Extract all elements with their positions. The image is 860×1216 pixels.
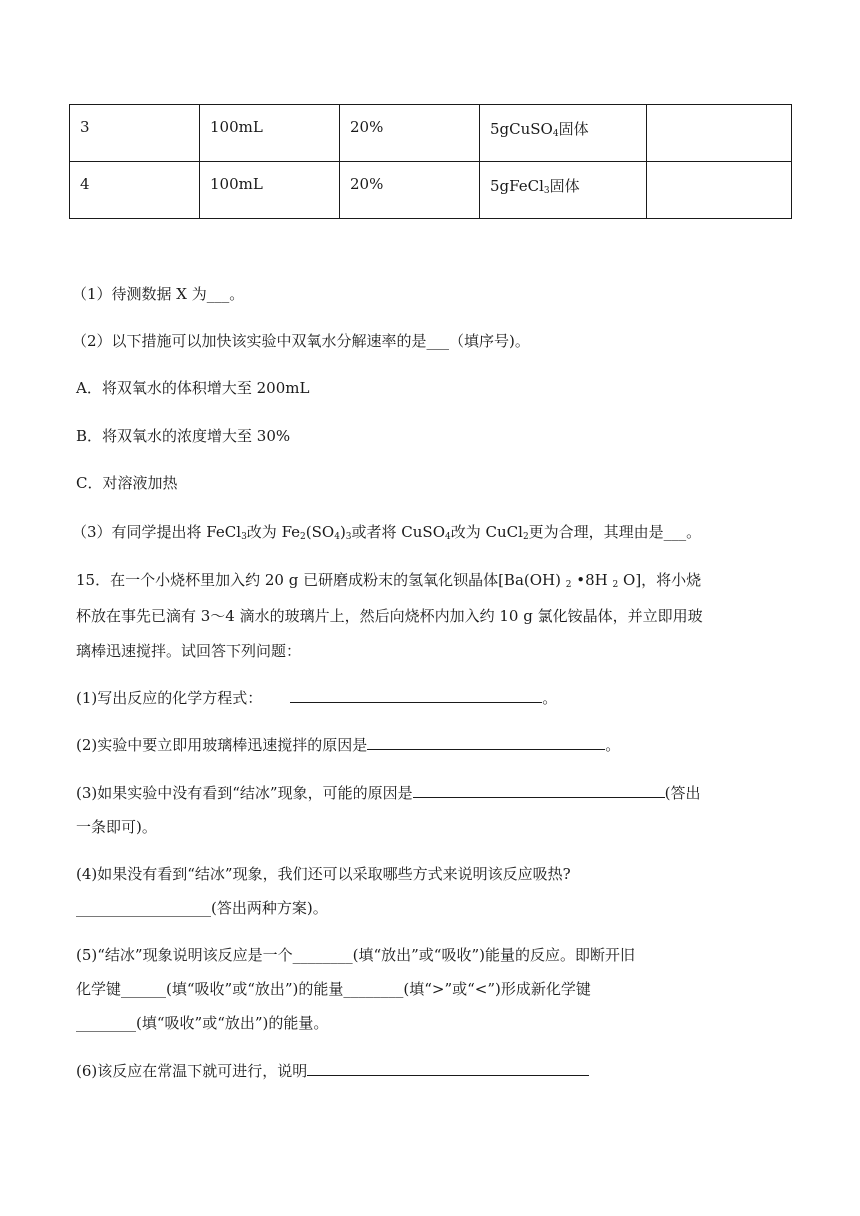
answer-blank[interactable] xyxy=(307,1061,589,1076)
subscript: 4 xyxy=(552,129,559,139)
catalyst-formula: 5gFeCl xyxy=(490,177,544,195)
text: 。 xyxy=(605,736,621,754)
q15-sub6 xyxy=(76,1061,589,1081)
text: (答出 xyxy=(664,784,701,802)
catalyst-formula: 5gCuSO xyxy=(490,120,553,138)
table-row xyxy=(70,162,792,219)
text: 改为 CuCl xyxy=(450,523,523,541)
subscript: 3 xyxy=(543,186,550,196)
table-cell: 3 xyxy=(70,105,200,162)
text: (1)写出反应的化学方程式： xyxy=(76,689,263,707)
text: O]，将小烧 xyxy=(618,571,702,589)
text: ) xyxy=(339,523,346,541)
table-cell xyxy=(647,105,792,162)
option-a: A．将双氧水的体积增大至 200mL xyxy=(76,379,310,397)
q14-part2: （2）以下措施可以加快该实验中双氧水分解速率的是___（填序号)。 xyxy=(72,332,530,350)
q15-stem-line2: 杯放在事先已滴有 3～4 滴水的玻璃片上，然后向烧杯内加入约 10 g 氯化铵晶体，并立即用玻 xyxy=(76,607,703,625)
answer-blank[interactable] xyxy=(290,688,542,703)
text: 更为合理，其理由是___。 xyxy=(528,523,702,541)
table-cell: 20% xyxy=(340,105,480,162)
q15-sub4-cont: __________________(答出两种方案)。 xyxy=(76,899,328,917)
table-cell: 4 xyxy=(70,162,200,219)
subscript: 4 xyxy=(445,532,451,542)
catalyst-state: 固体 xyxy=(558,120,589,138)
text: 15．在一个小烧杯里加入约 20 g 已研磨成粉末的氢氧化钡晶体[Ba(OH) xyxy=(76,571,566,589)
subscript: 2 xyxy=(565,580,572,590)
text: （3）有同学提出将 FeCl xyxy=(72,523,242,541)
subscript: 2 xyxy=(300,532,306,542)
subscript: 3 xyxy=(345,532,352,542)
q15-sub3 xyxy=(76,783,700,803)
q15-sub5-line3: ________(填“吸收”或“放出”)的能量。 xyxy=(76,1014,329,1032)
text: 或者将 CuSO xyxy=(351,523,446,541)
q15-sub5-line1: (5)“结冰”现象说明该反应是一个________(填“放出”或“吸收”)能量的反应。即断开旧 xyxy=(76,946,635,964)
q15-sub2 xyxy=(76,735,620,755)
subscript: 3 xyxy=(241,532,247,542)
q15-stem-line1 xyxy=(76,570,701,595)
table-cell xyxy=(480,162,647,219)
q15-sub5-line2: 化学键______(填“吸收”或“放出”)的能量________(填“>”或“<”)形成新化学键 xyxy=(76,980,591,998)
subscript: 2 xyxy=(612,580,619,590)
catalyst-state: 固体 xyxy=(549,177,580,195)
q15-sub4: (4)如果没有看到“结冰”现象，我们还可以采取哪些方式来说明该反应吸热? xyxy=(76,865,571,883)
subscript: 4 xyxy=(334,532,340,542)
answer-blank[interactable] xyxy=(413,783,665,798)
text: •8H xyxy=(571,571,613,589)
q15-sub1 xyxy=(76,688,557,708)
text: (2)实验中要立即用玻璃棒迅速搅拌的原因是 xyxy=(76,736,368,754)
table-row xyxy=(70,105,792,162)
text: (3)如果实验中没有看到“结冰”现象，可能的原因是 xyxy=(76,784,413,802)
option-c: C．对溶液加热 xyxy=(76,474,178,492)
q14-part3 xyxy=(72,522,701,547)
text: 。 xyxy=(542,689,558,707)
text: (6)该反应在常温下就可进行，说明 xyxy=(76,1062,308,1080)
table-cell: 20% xyxy=(340,162,480,219)
text: 改为 Fe xyxy=(246,523,301,541)
table-cell: 100mL xyxy=(200,162,340,219)
table-cell: 100mL xyxy=(200,105,340,162)
table-cell xyxy=(480,105,647,162)
q15-sub3-cont: 一条即可)。 xyxy=(76,818,157,836)
subscript: 2 xyxy=(522,532,529,542)
q14-part1: （1）待测数据 X 为___。 xyxy=(72,285,245,303)
option-b: B．将双氧水的浓度增大至 30% xyxy=(76,427,291,445)
table-cell xyxy=(647,162,792,219)
experiment-table xyxy=(69,104,792,219)
answer-blank[interactable] xyxy=(367,735,605,750)
text: (SO xyxy=(305,523,335,541)
q15-stem-line3: 璃棒迅速搅拌。试回答下列问题： xyxy=(76,642,302,660)
